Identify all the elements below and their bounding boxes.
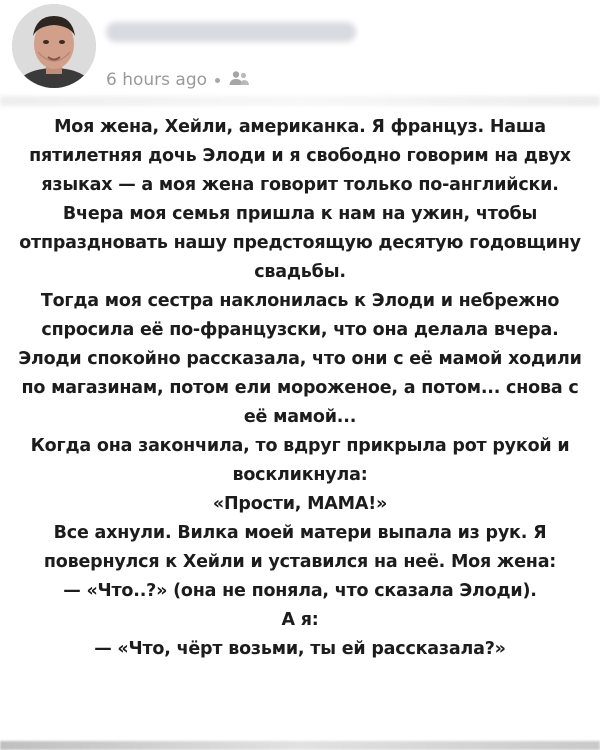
- avatar[interactable]: [12, 4, 96, 88]
- paragraph: Тогда моя сестра наклонилась к Элоди и небрежно спросила её по-французски, что она делала вчера. Элоди спокойно рассказала, что они с её мамой ходили по магазинам, потом ели мороженое, а потом... снова с её мамой...: [18, 291, 582, 427]
- author-name[interactable]: [106, 22, 356, 42]
- blurred-footer-strip: [0, 741, 600, 750]
- paragraph: Когда она закончила, то вдруг прикрыла рот рукой и воскликнула:: [30, 436, 570, 485]
- paragraph: Вчера моя семья пришла к нам на ужин, чтобы отпраздновать нашу предстоящую десятую годовщину свадьбы.: [19, 204, 581, 282]
- post-meta: [106, 68, 250, 92]
- profile-photo: [12, 4, 96, 88]
- post-timestamp[interactable]: 6 hours ago: [106, 70, 208, 90]
- paragraph: — «Что..?» (она не поняла, что сказала Элоди).: [63, 581, 537, 601]
- paragraph: «Прости, МАМА!»: [212, 494, 388, 514]
- friends-icon[interactable]: [228, 70, 250, 91]
- paragraph: А я:: [281, 610, 319, 630]
- post-header: [0, 0, 600, 105]
- post-text: [14, 113, 586, 664]
- paragraph: Моя жена, Хейли, американка. Я француз. Наша пятилетняя дочь Элоди и я свободно говорим на двух языках — а моя жена говорит только по-английски.: [29, 117, 571, 195]
- separator-dot: [215, 78, 220, 83]
- paragraph: Все ахнули. Вилка моей матери выпала из рук. Я повернулся к Хейли и уставился на неё. Моя жена:: [43, 523, 557, 572]
- blurred-header-strip: [0, 96, 600, 106]
- paragraph: — «Что, чёрт возьми, ты ей рассказала?»: [94, 639, 506, 659]
